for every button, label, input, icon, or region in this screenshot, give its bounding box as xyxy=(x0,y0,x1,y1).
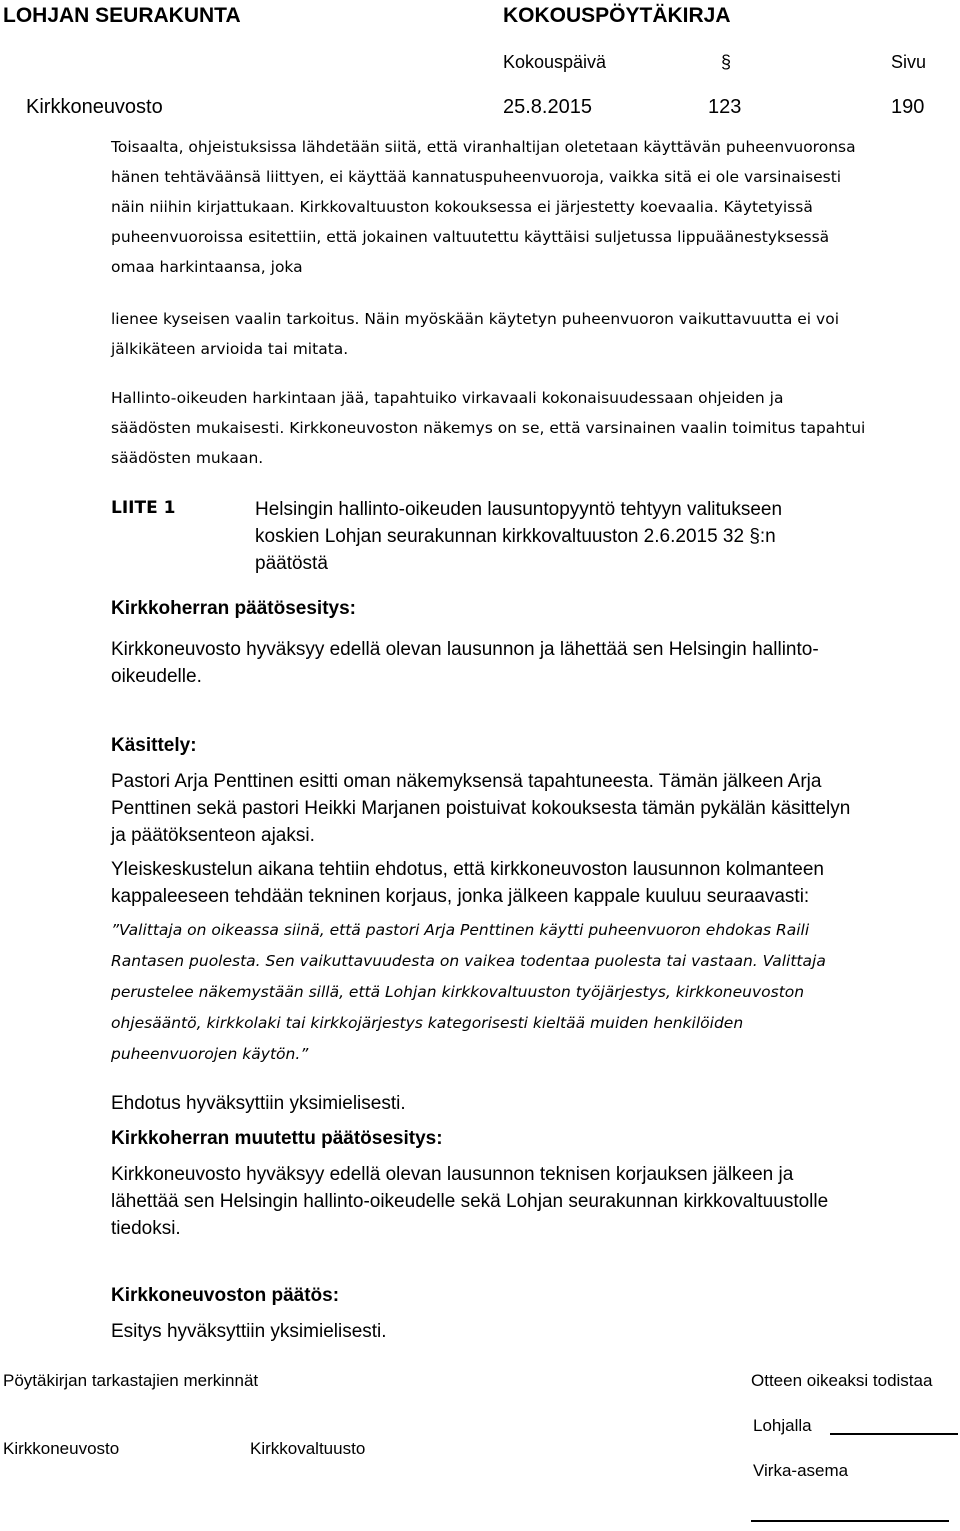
text-line: näin niihin kirjattukaan. Kirkkovaltuuston kokouksessa ei järjestetty koevaalia. Käytetyissä xyxy=(111,198,813,216)
text-line: puheenvuorojen käytön.” xyxy=(111,1045,309,1063)
proposal-heading: Kirkkoherran päätösesitys: xyxy=(111,598,356,619)
text-line: Rantasen puolesta. Sen vaikuttavuudesta on vaikea todentaa puolesta tai vastaan. Valittaja xyxy=(111,952,826,970)
date-label: Kokouspäivä xyxy=(503,52,607,72)
document-type: KOKOUSPÖYTÄKIRJA xyxy=(503,4,731,27)
page-label: Sivu xyxy=(891,52,927,72)
text-line: hänen tehtäväänsä liittyen, ei käyttää kannatuspuheenvuoroja, vaikka sitä ei ole varsinaisesti xyxy=(111,168,842,186)
text-line: päätöstä xyxy=(255,553,328,574)
text-line: Pastori Arja Penttinen esitti oman näkemyksensä tapahtuneesta. Tämän jälkeen Arja xyxy=(111,771,822,792)
text-line: lähettää sen Helsingin hallinto-oikeudelle sekä Lohjan seurakunnan kirkkovaltuustolle xyxy=(111,1191,829,1212)
intro-paragraph-3 xyxy=(111,383,865,473)
footer-col-kirkkoneuvosto: Kirkkoneuvosto xyxy=(3,1439,120,1458)
text-line: säädösten mukaisesti. Kirkkoneuvoston näkemys on se, että varsinainen vaalin toimitus tapahtui xyxy=(111,419,866,437)
proposal-accepted: Ehdotus hyväksyttiin yksimielisesti. xyxy=(111,1093,406,1114)
position-label: Virka-asema xyxy=(753,1461,849,1480)
place-label: Lohjalla xyxy=(753,1416,812,1435)
attachment-label: LIITE 1 xyxy=(111,498,176,518)
attachment-description xyxy=(255,496,782,577)
text-line: omaa harkintaansa, joka xyxy=(111,258,303,276)
text-line: ohjesääntö, kirkkolaki tai kirkkojärjestys kategorisesti kieltää muiden henkilöiden xyxy=(111,1014,744,1032)
section-number: 123 xyxy=(708,96,742,118)
footer-col-kirkkovaltuusto: Kirkkovaltuusto xyxy=(250,1439,366,1458)
meeting-body: Kirkkoneuvosto xyxy=(26,96,163,118)
decision-heading: Kirkkoneuvoston päätös: xyxy=(111,1285,340,1306)
meeting-date: 25.8.2015 xyxy=(503,96,592,118)
text-line: Kirkkoneuvosto hyväksyy edellä olevan lausunnon teknisen korjauksen jälkeen ja xyxy=(111,1164,794,1185)
text-line: ”Valittaja on oikeassa siinä, että pastori Arja Penttinen käytti puheenvuoron ehdokas Raili xyxy=(111,921,810,939)
text-line: kappaleeseen tehdään tekninen korjaus, jonka jälkeen kappale kuuluu seuraavasti: xyxy=(111,886,810,907)
text-line: ja päätöksenteon ajaksi. xyxy=(111,825,315,846)
text-line: Yleiskeskustelun aikana tehtiin ehdotus, että kirkkoneuvoston lausunnon kolmanteen xyxy=(111,859,824,880)
handling-heading: Käsittely: xyxy=(111,735,197,756)
text-line: Helsingin hallinto-oikeuden lausuntopyyntö tehtyyn valitukseen xyxy=(255,499,783,520)
quoted-correction xyxy=(111,915,826,1070)
text-line: perustelee näkemystään sillä, että Lohjan kirkkovaltuuston työjärjestys, kirkkoneuvoston xyxy=(111,983,805,1001)
section-mark: § xyxy=(721,52,732,72)
text-line: säädösten mukaan. xyxy=(111,449,264,467)
intro-paragraph-2 xyxy=(111,304,839,364)
text-line: puheenvuoroissa esitettiin, että jokainen valtuutettu käyttäisi suljetussa lippuäänestyksessä xyxy=(111,228,830,246)
certified-copy-label: Otteen oikeaksi todistaa xyxy=(751,1371,933,1390)
place-signature-line xyxy=(830,1433,958,1435)
text-line: jälkikäteen arvioida tai mitata. xyxy=(111,340,349,358)
signature-line xyxy=(751,1520,949,1522)
org-name: LOHJAN SEURAKUNTA xyxy=(3,4,241,27)
revised-proposal-text xyxy=(111,1161,828,1242)
text-line: Penttinen sekä pastori Heikki Marjanen poistuivat kokouksesta tämän pykälän käsittelyn xyxy=(111,798,851,819)
text-line: lienee kyseisen vaalin tarkoitus. Näin myöskään käytetyn puheenvuoron vaikuttavuutta ei voi xyxy=(111,310,840,328)
revised-proposal-heading: Kirkkoherran muutettu päätösesitys: xyxy=(111,1128,443,1149)
intro-paragraph-1 xyxy=(111,132,856,282)
text-line: koskien Lohjan seurakunnan kirkkovaltuuston 2.6.2015 32 §:n xyxy=(255,526,776,547)
text-line: oikeudelle. xyxy=(111,666,202,687)
text-line: Hallinto-oikeuden harkintaan jää, tapahtuiko virkavaali kokonaisuudessaan ohjeiden ja xyxy=(111,389,784,407)
text-line: Kirkkoneuvosto hyväksyy edellä olevan lausunnon ja lähettää sen Helsingin hallinto- xyxy=(111,639,819,660)
text-line: Toisaalta, ohjeistuksissa lähdetään siitä, että viranhaltijan oletetaan käyttävän puheenvuoronsa xyxy=(111,138,856,156)
proposal-text xyxy=(111,636,819,690)
page-number: 190 xyxy=(891,96,925,118)
handling-paragraph-2 xyxy=(111,856,824,910)
inspectors-notes-label: Pöytäkirjan tarkastajien merkinnät xyxy=(3,1371,259,1390)
text-line: tiedoksi. xyxy=(111,1218,181,1239)
decision-text: Esitys hyväksyttiin yksimielisesti. xyxy=(111,1321,387,1342)
handling-paragraph-1 xyxy=(111,768,850,849)
